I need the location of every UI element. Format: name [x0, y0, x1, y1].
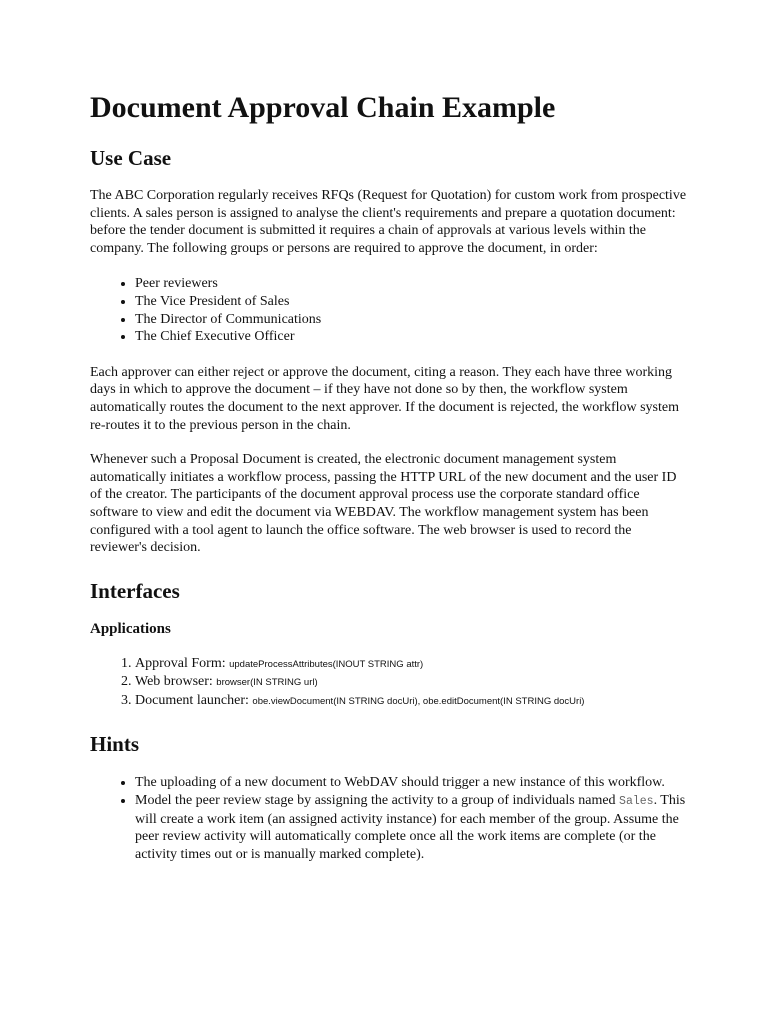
list-item — [135, 692, 690, 711]
applications-subheading: Applications — [90, 620, 171, 637]
application-signature: browser(IN STRING url) — [216, 677, 318, 689]
application-signature: obe.viewDocument(IN STRING docUri), obe.editDocument(IN STRING docUri) — [252, 695, 585, 707]
document-page — [90, 88, 690, 863]
approvers-list — [90, 275, 690, 345]
hints-heading: Hints — [90, 732, 140, 757]
hint-text: Model the peer review stage by assigning the activity to a group of individuals named — [135, 793, 620, 809]
list-item: • The Vice President of Sales — [135, 293, 690, 311]
application-name: Document launcher: — [135, 692, 249, 708]
application-name: Approval Form: — [135, 655, 226, 671]
workflow-paragraph: Whenever such a Proposal Document is created, the electronic document management system automatically initiates a workflow process, passing the HTTP URL of the new document and the user ID of the creator. The participants of the document approval process use the corporate standard office software to view and edit the document via WEBDAV. The workflow management system has been configured with a tool agent to launch the office software. The web browser is used to record the reviewer's decision. — [90, 452, 677, 556]
page-title: Document Approval Chain Example — [90, 91, 556, 124]
list-item — [135, 655, 690, 674]
use-case-heading: Use Case — [90, 146, 172, 170]
application-name: Web browser: — [135, 674, 213, 690]
list-item: • The Chief Executive Officer — [135, 328, 690, 346]
list-item: • The Director of Communications — [135, 311, 690, 329]
use-case-intro: The ABC Corporation regularly receives RFQs (Request for Quotation) for custom work from prospective clients. A sales person is assigned to analyse the client's requirements and prepare a quotation document: before the tender document is submitted it requires a chain of approvals at various levels within the company. The following groups or persons are required to approve the document, in order: — [90, 188, 687, 256]
application-signature: updateProcessAttributes(INOUT STRING attr) — [229, 658, 424, 670]
interfaces-heading: Interfaces — [90, 578, 180, 603]
applications-list — [90, 655, 690, 711]
list-item — [135, 673, 690, 692]
hint-text: . This will create a work item (an assigned activity instance) for each member of the group. Assume the peer review activity will automatically complete once all the work items are complete (or the activity times out or is manually marked complete). — [135, 793, 686, 862]
list-item: • Peer reviewers — [135, 275, 690, 293]
inline-code: Sales — [619, 795, 654, 809]
list-item — [135, 792, 690, 863]
approval-rules-paragraph: Each approver can either reject or approve the document, citing a reason. They each have three working days in which to approve the document – if they have not done so by then, the workflow system automatically routes the document to the next approver. If the document is rejected, the workflow system re-routes it to the previous person in the chain. — [90, 364, 679, 433]
list-item: • The uploading of a new document to WebDAV should trigger a new instance of this workflow. — [135, 774, 690, 792]
hints-list — [90, 774, 690, 863]
